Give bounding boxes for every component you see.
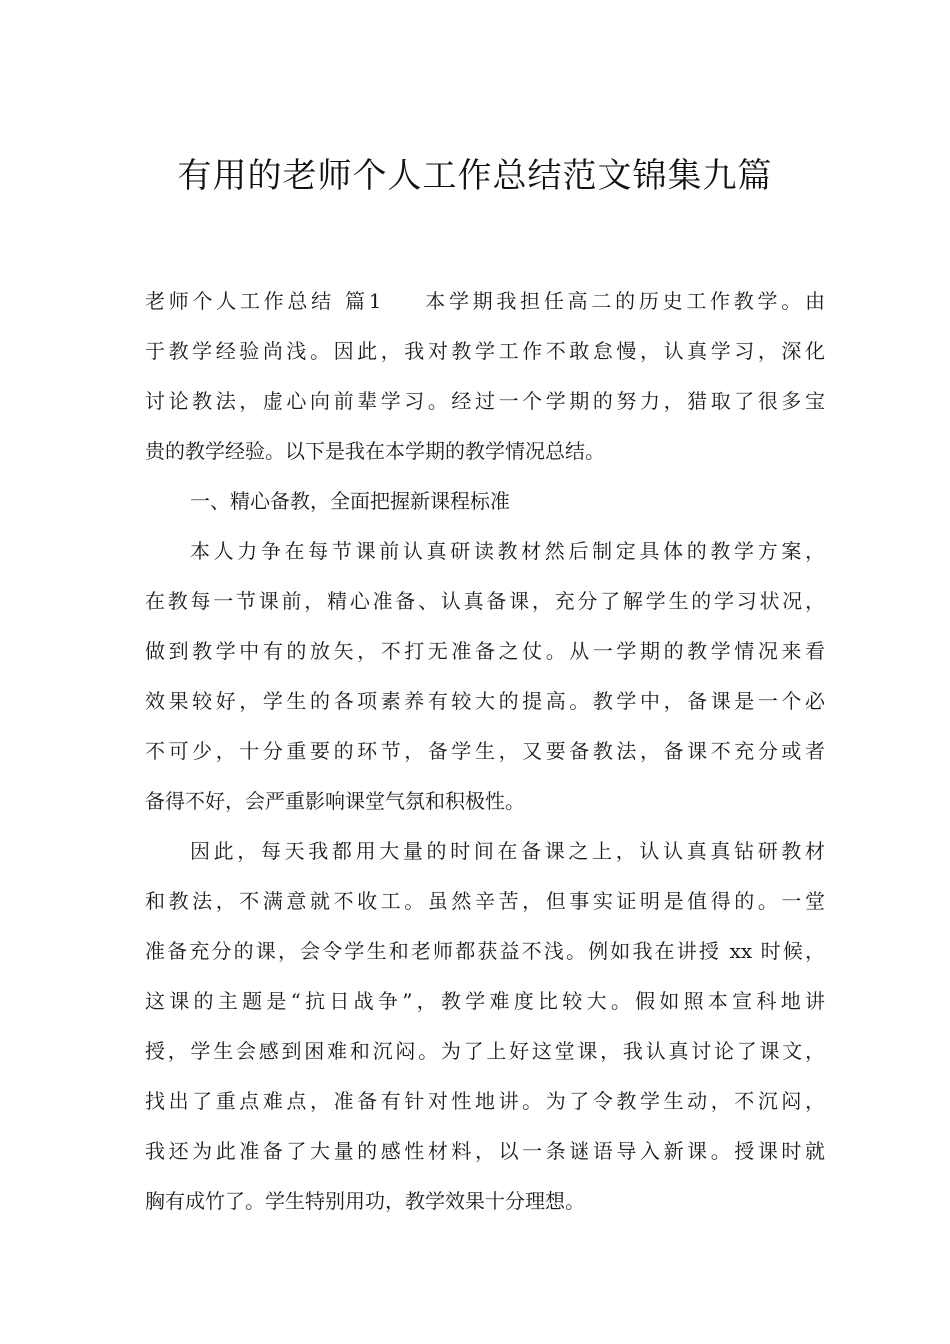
paragraph-line: 贵的教学经验。以下是我在本学期的教学情况总结。 [145, 439, 605, 463]
paragraph-line: 和教法，不满意就不收工。虽然辛苦，但事实证明是值得的。一堂 [145, 889, 825, 913]
paragraph-line: 准备充分的课，会令学生和老师都获益不浅。例如我在讲授 xx 时候， [145, 939, 825, 963]
paragraph-line [145, 286, 825, 316]
section-label: 老师个人工作总结 篇1 [145, 289, 382, 313]
paragraph-line: 我还为此准备了大量的感性材料，以一条谜语导入新课。授课时就 [145, 1139, 825, 1163]
paragraph-line: 本人力争在每节课前认真研读教材然后制定具体的教学方案， [190, 539, 825, 563]
paragraph-line: 做到教学中有的放矢，不打无准备之仗。从一学期的教学情况来看 [145, 639, 825, 663]
paragraph-line: 授，学生会感到困难和沉闷。为了上好这堂课，我认真讨论了课文， [145, 1039, 825, 1063]
paragraph-line: 在教每一节课前，精心准备、认真备课，充分了解学生的学习状况， [145, 589, 825, 613]
paragraph-line: 效果较好，学生的各项素养有较大的提高。教学中，备课是一个必 [145, 689, 825, 713]
paragraph-line: 因此，每天我都用大量的时间在备课之上，认认真真钻研教材 [190, 839, 825, 863]
paragraph-line: 胸有成竹了。学生特别用功，教学效果十分理想。 [145, 1189, 585, 1213]
paragraph-line: 这课的主题是“抗日战争”，教学难度比较大。假如照本宣科地讲 [145, 989, 825, 1013]
paragraph-line: 找出了重点难点，准备有针对性地讲。为了令教学生动，不沉闷， [145, 1089, 825, 1113]
paragraph-text: 本学期我担任高二的历史工作教学。由 [421, 289, 826, 313]
paragraph-line: 于教学经验尚浅。因此，我对教学工作不敢怠慢，认真学习，深化 [145, 339, 825, 363]
paragraph-line: 不可少，十分重要的环节，备学生，又要备教法，备课不充分或者 [145, 739, 825, 763]
paragraph-line: 备得不好，会严重影响课堂气氛和积极性。 [145, 789, 525, 813]
document-title: 有用的老师个人工作总结范文锦集九篇 [177, 155, 773, 196]
paragraph-line: 讨论教法，虚心向前辈学习。经过一个学期的努力，猎取了很多宝 [145, 389, 825, 413]
section-heading: 一、精心备教，全面把握新课程标准 [190, 489, 510, 513]
